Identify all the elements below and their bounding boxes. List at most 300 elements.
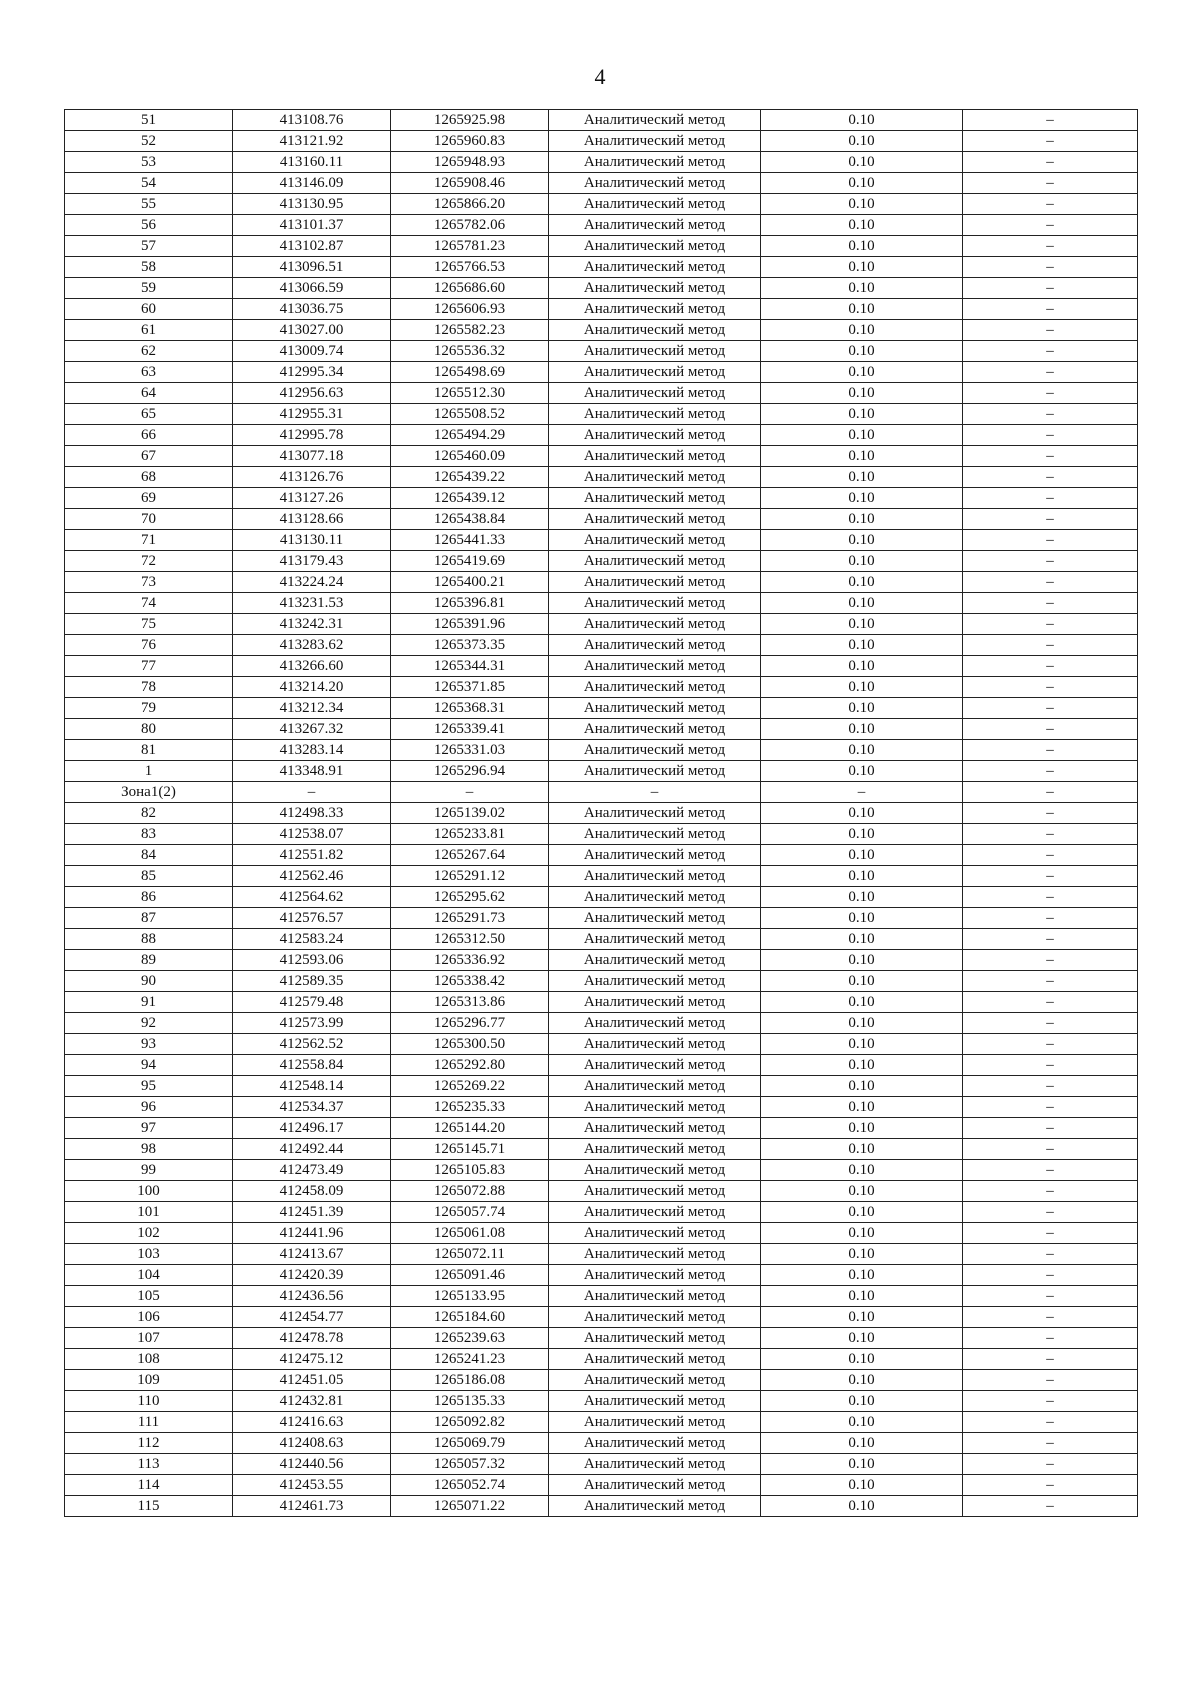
x-coordinate-cell: 413146.09 <box>233 173 391 194</box>
table-row <box>65 1265 1138 1286</box>
x-coordinate-cell: 413077.18 <box>233 446 391 467</box>
description-cell: – <box>963 677 1138 698</box>
accuracy-cell: 0.10 <box>761 131 963 152</box>
accuracy-cell: 0.10 <box>761 572 963 593</box>
description-cell: – <box>963 1454 1138 1475</box>
point-number-cell: 51 <box>65 110 233 131</box>
x-coordinate-cell: 413101.37 <box>233 215 391 236</box>
method-cell: Аналитический метод <box>549 1454 761 1475</box>
coordinates-table <box>64 109 1138 1517</box>
x-coordinate-cell: 412420.39 <box>233 1265 391 1286</box>
x-coordinate-cell: – <box>233 782 391 803</box>
table-row <box>65 1412 1138 1433</box>
description-cell: – <box>963 1013 1138 1034</box>
description-cell: – <box>963 572 1138 593</box>
y-coordinate-cell: 1265866.20 <box>391 194 549 215</box>
description-cell: – <box>963 887 1138 908</box>
x-coordinate-cell: 413036.75 <box>233 299 391 320</box>
method-cell: Аналитический метод <box>549 1391 761 1412</box>
point-number-cell: 110 <box>65 1391 233 1412</box>
method-cell: Аналитический метод <box>549 278 761 299</box>
accuracy-cell: 0.10 <box>761 1391 963 1412</box>
point-number-cell: 74 <box>65 593 233 614</box>
description-cell: – <box>963 446 1138 467</box>
method-cell: Аналитический метод <box>549 1013 761 1034</box>
y-coordinate-cell: 1265072.11 <box>391 1244 549 1265</box>
accuracy-cell: 0.10 <box>761 1307 963 1328</box>
description-cell: – <box>963 593 1138 614</box>
description-cell: – <box>963 614 1138 635</box>
y-coordinate-cell: 1265439.12 <box>391 488 549 509</box>
point-number-cell: 58 <box>65 257 233 278</box>
point-number-cell: 67 <box>65 446 233 467</box>
y-coordinate-cell: 1265092.82 <box>391 1412 549 1433</box>
y-coordinate-cell: 1265331.03 <box>391 740 549 761</box>
table-row <box>65 1307 1138 1328</box>
description-cell: – <box>963 1370 1138 1391</box>
method-cell: Аналитический метод <box>549 1076 761 1097</box>
description-cell: – <box>963 1307 1138 1328</box>
x-coordinate-cell: 412475.12 <box>233 1349 391 1370</box>
table-row <box>65 383 1138 404</box>
x-coordinate-cell: 413179.43 <box>233 551 391 572</box>
accuracy-cell: 0.10 <box>761 740 963 761</box>
point-number-cell: 70 <box>65 509 233 530</box>
description-cell: – <box>963 320 1138 341</box>
point-number-cell: 105 <box>65 1286 233 1307</box>
x-coordinate-cell: 413126.76 <box>233 467 391 488</box>
description-cell: – <box>963 1076 1138 1097</box>
y-coordinate-cell: 1265300.50 <box>391 1034 549 1055</box>
x-coordinate-cell: 413348.91 <box>233 761 391 782</box>
table-row <box>65 320 1138 341</box>
method-cell: Аналитический метод <box>549 173 761 194</box>
y-coordinate-cell: 1265368.31 <box>391 698 549 719</box>
y-coordinate-cell: 1265133.95 <box>391 1286 549 1307</box>
y-coordinate-cell: 1265439.22 <box>391 467 549 488</box>
description-cell: – <box>963 1433 1138 1454</box>
x-coordinate-cell: 412478.78 <box>233 1328 391 1349</box>
point-number-cell: 55 <box>65 194 233 215</box>
x-coordinate-cell: 412458.09 <box>233 1181 391 1202</box>
method-cell: Аналитический метод <box>549 719 761 740</box>
point-number-cell: 93 <box>65 1034 233 1055</box>
description-cell: – <box>963 194 1138 215</box>
y-coordinate-cell: 1265296.77 <box>391 1013 549 1034</box>
y-coordinate-cell: 1265460.09 <box>391 446 549 467</box>
description-cell: – <box>963 761 1138 782</box>
y-coordinate-cell: 1265267.64 <box>391 845 549 866</box>
point-number-cell: 73 <box>65 572 233 593</box>
method-cell: Аналитический метод <box>549 1244 761 1265</box>
y-coordinate-cell: 1265960.83 <box>391 131 549 152</box>
point-number-cell: 90 <box>65 971 233 992</box>
point-number-cell: Зона1(2) <box>65 782 233 803</box>
y-coordinate-cell: 1265139.02 <box>391 803 549 824</box>
accuracy-cell: 0.10 <box>761 341 963 362</box>
accuracy-cell: 0.10 <box>761 824 963 845</box>
method-cell: Аналитический метод <box>549 1202 761 1223</box>
description-cell: – <box>963 803 1138 824</box>
point-number-cell: 62 <box>65 341 233 362</box>
y-coordinate-cell: 1265782.06 <box>391 215 549 236</box>
accuracy-cell: 0.10 <box>761 173 963 194</box>
point-number-cell: 99 <box>65 1160 233 1181</box>
point-number-cell: 53 <box>65 152 233 173</box>
y-coordinate-cell: 1265057.32 <box>391 1454 549 1475</box>
method-cell: Аналитический метод <box>549 467 761 488</box>
x-coordinate-cell: 413066.59 <box>233 278 391 299</box>
accuracy-cell: 0.10 <box>761 404 963 425</box>
accuracy-cell: 0.10 <box>761 614 963 635</box>
accuracy-cell: 0.10 <box>761 677 963 698</box>
accuracy-cell: 0.10 <box>761 635 963 656</box>
description-cell: – <box>963 488 1138 509</box>
y-coordinate-cell: 1265069.79 <box>391 1433 549 1454</box>
point-number-cell: 97 <box>65 1118 233 1139</box>
description-cell: – <box>963 908 1138 929</box>
description-cell: – <box>963 236 1138 257</box>
accuracy-cell: 0.10 <box>761 278 963 299</box>
method-cell: Аналитический метод <box>549 131 761 152</box>
table-row <box>65 950 1138 971</box>
description-cell: – <box>963 152 1138 173</box>
method-cell: Аналитический метод <box>549 635 761 656</box>
description-cell: – <box>963 278 1138 299</box>
method-cell: Аналитический метод <box>549 1412 761 1433</box>
method-cell: Аналитический метод <box>549 593 761 614</box>
y-coordinate-cell: 1265057.74 <box>391 1202 549 1223</box>
accuracy-cell: 0.10 <box>761 1034 963 1055</box>
accuracy-cell: 0.10 <box>761 761 963 782</box>
table-row <box>65 572 1138 593</box>
method-cell: Аналитический метод <box>549 404 761 425</box>
point-number-cell: 114 <box>65 1475 233 1496</box>
point-number-cell: 76 <box>65 635 233 656</box>
y-coordinate-cell: 1265373.35 <box>391 635 549 656</box>
table-row <box>65 110 1138 131</box>
table-row <box>65 446 1138 467</box>
y-coordinate-cell: 1265344.31 <box>391 656 549 677</box>
description-cell: – <box>963 1223 1138 1244</box>
y-coordinate-cell: 1265071.22 <box>391 1496 549 1517</box>
y-coordinate-cell: 1265925.98 <box>391 110 549 131</box>
description-cell: – <box>963 362 1138 383</box>
method-cell: Аналитический метод <box>549 761 761 782</box>
point-number-cell: 56 <box>65 215 233 236</box>
method-cell: Аналитический метод <box>549 551 761 572</box>
accuracy-cell: 0.10 <box>761 992 963 1013</box>
x-coordinate-cell: 412534.37 <box>233 1097 391 1118</box>
method-cell: Аналитический метод <box>549 887 761 908</box>
accuracy-cell: 0.10 <box>761 1433 963 1454</box>
description-cell: – <box>963 341 1138 362</box>
point-number-cell: 98 <box>65 1139 233 1160</box>
x-coordinate-cell: 413160.11 <box>233 152 391 173</box>
table-row <box>65 257 1138 278</box>
x-coordinate-cell: 413128.66 <box>233 509 391 530</box>
method-cell: Аналитический метод <box>549 383 761 404</box>
method-cell: Аналитический метод <box>549 1181 761 1202</box>
x-coordinate-cell: 412956.63 <box>233 383 391 404</box>
y-coordinate-cell: – <box>391 782 549 803</box>
table-row <box>65 614 1138 635</box>
table-row <box>65 1034 1138 1055</box>
y-coordinate-cell: 1265339.41 <box>391 719 549 740</box>
x-coordinate-cell: 413096.51 <box>233 257 391 278</box>
description-cell: – <box>963 131 1138 152</box>
accuracy-cell: 0.10 <box>761 1328 963 1349</box>
description-cell: – <box>963 698 1138 719</box>
table-row <box>65 992 1138 1013</box>
method-cell: Аналитический метод <box>549 1349 761 1370</box>
accuracy-cell: 0.10 <box>761 1244 963 1265</box>
point-number-cell: 92 <box>65 1013 233 1034</box>
description-cell: – <box>963 866 1138 887</box>
x-coordinate-cell: 413266.60 <box>233 656 391 677</box>
table-row <box>65 887 1138 908</box>
accuracy-cell: 0.10 <box>761 1055 963 1076</box>
table-row <box>65 173 1138 194</box>
point-number-cell: 96 <box>65 1097 233 1118</box>
accuracy-cell: 0.10 <box>761 1496 963 1517</box>
description-cell: – <box>963 257 1138 278</box>
description-cell: – <box>963 719 1138 740</box>
accuracy-cell: 0.10 <box>761 1265 963 1286</box>
x-coordinate-cell: 413283.14 <box>233 740 391 761</box>
method-cell: Аналитический метод <box>549 1370 761 1391</box>
accuracy-cell: 0.10 <box>761 866 963 887</box>
description-cell: – <box>963 1496 1138 1517</box>
accuracy-cell: 0.10 <box>761 593 963 614</box>
table-row <box>65 404 1138 425</box>
table-row <box>65 824 1138 845</box>
x-coordinate-cell: 412451.39 <box>233 1202 391 1223</box>
point-number-cell: 108 <box>65 1349 233 1370</box>
table-row <box>65 362 1138 383</box>
method-cell: Аналитический метод <box>549 110 761 131</box>
x-coordinate-cell: 412461.73 <box>233 1496 391 1517</box>
method-cell: Аналитический метод <box>549 1118 761 1139</box>
method-cell: Аналитический метод <box>549 362 761 383</box>
x-coordinate-cell: 412436.56 <box>233 1286 391 1307</box>
point-number-cell: 86 <box>65 887 233 908</box>
point-number-cell: 82 <box>65 803 233 824</box>
point-number-cell: 66 <box>65 425 233 446</box>
y-coordinate-cell: 1265371.85 <box>391 677 549 698</box>
x-coordinate-cell: 412538.07 <box>233 824 391 845</box>
point-number-cell: 104 <box>65 1265 233 1286</box>
accuracy-cell: 0.10 <box>761 425 963 446</box>
y-coordinate-cell: 1265419.69 <box>391 551 549 572</box>
table-row <box>65 1496 1138 1517</box>
accuracy-cell: 0.10 <box>761 1454 963 1475</box>
x-coordinate-cell: 412583.24 <box>233 929 391 950</box>
y-coordinate-cell: 1265105.83 <box>391 1160 549 1181</box>
table-row <box>65 1076 1138 1097</box>
description-cell: – <box>963 530 1138 551</box>
description-cell: – <box>963 425 1138 446</box>
accuracy-cell: 0.10 <box>761 656 963 677</box>
y-coordinate-cell: 1265438.84 <box>391 509 549 530</box>
y-coordinate-cell: 1265512.30 <box>391 383 549 404</box>
table-row <box>65 194 1138 215</box>
description-cell: – <box>963 509 1138 530</box>
point-number-cell: 115 <box>65 1496 233 1517</box>
accuracy-cell: 0.10 <box>761 215 963 236</box>
y-coordinate-cell: 1265233.81 <box>391 824 549 845</box>
method-cell: Аналитический метод <box>549 677 761 698</box>
accuracy-cell: 0.10 <box>761 320 963 341</box>
method-cell: Аналитический метод <box>549 1328 761 1349</box>
method-cell: Аналитический метод <box>549 425 761 446</box>
table-row <box>65 929 1138 950</box>
description-cell: – <box>963 1139 1138 1160</box>
x-coordinate-cell: 413283.62 <box>233 635 391 656</box>
accuracy-cell: 0.10 <box>761 1097 963 1118</box>
page-number: 4 <box>594 64 606 89</box>
point-number-cell: 101 <box>65 1202 233 1223</box>
accuracy-cell: 0.10 <box>761 1118 963 1139</box>
x-coordinate-cell: 412454.77 <box>233 1307 391 1328</box>
accuracy-cell: 0.10 <box>761 1139 963 1160</box>
accuracy-cell: 0.10 <box>761 152 963 173</box>
point-number-cell: 72 <box>65 551 233 572</box>
description-cell: – <box>963 1349 1138 1370</box>
y-coordinate-cell: 1265948.93 <box>391 152 549 173</box>
method-cell: Аналитический метод <box>549 320 761 341</box>
method-cell: Аналитический метод <box>549 908 761 929</box>
table-row <box>65 635 1138 656</box>
y-coordinate-cell: 1265582.23 <box>391 320 549 341</box>
x-coordinate-cell: 412558.84 <box>233 1055 391 1076</box>
accuracy-cell: 0.10 <box>761 719 963 740</box>
y-coordinate-cell: 1265052.74 <box>391 1475 549 1496</box>
table-row <box>65 719 1138 740</box>
accuracy-cell: – <box>761 782 963 803</box>
point-number-cell: 78 <box>65 677 233 698</box>
x-coordinate-cell: 413231.53 <box>233 593 391 614</box>
accuracy-cell: 0.10 <box>761 887 963 908</box>
table-row <box>65 425 1138 446</box>
description-cell: – <box>963 1475 1138 1496</box>
table-row <box>65 1244 1138 1265</box>
description-cell: – <box>963 1286 1138 1307</box>
y-coordinate-cell: 1265061.08 <box>391 1223 549 1244</box>
method-cell: Аналитический метод <box>549 509 761 530</box>
x-coordinate-cell: 413242.31 <box>233 614 391 635</box>
description-cell: – <box>963 1055 1138 1076</box>
point-number-cell: 60 <box>65 299 233 320</box>
table-row <box>65 236 1138 257</box>
accuracy-cell: 0.10 <box>761 971 963 992</box>
description-cell: – <box>963 1034 1138 1055</box>
x-coordinate-cell: 412589.35 <box>233 971 391 992</box>
description-cell: – <box>963 215 1138 236</box>
accuracy-cell: 0.10 <box>761 1223 963 1244</box>
accuracy-cell: 0.10 <box>761 929 963 950</box>
y-coordinate-cell: 1265235.33 <box>391 1097 549 1118</box>
accuracy-cell: 0.10 <box>761 1160 963 1181</box>
y-coordinate-cell: 1265498.69 <box>391 362 549 383</box>
description-cell: – <box>963 1244 1138 1265</box>
method-cell: Аналитический метод <box>549 299 761 320</box>
method-cell: Аналитический метод <box>549 1433 761 1454</box>
point-number-cell: 109 <box>65 1370 233 1391</box>
y-coordinate-cell: 1265396.81 <box>391 593 549 614</box>
description-cell: – <box>963 950 1138 971</box>
description-cell: – <box>963 845 1138 866</box>
x-coordinate-cell: 412440.56 <box>233 1454 391 1475</box>
table-row <box>65 593 1138 614</box>
table-row <box>65 740 1138 761</box>
accuracy-cell: 0.10 <box>761 698 963 719</box>
x-coordinate-cell: 413127.26 <box>233 488 391 509</box>
accuracy-cell: 0.10 <box>761 1412 963 1433</box>
point-number-cell: 1 <box>65 761 233 782</box>
accuracy-cell: 0.10 <box>761 299 963 320</box>
method-cell: Аналитический метод <box>549 1286 761 1307</box>
table-row <box>65 1475 1138 1496</box>
description-cell: – <box>963 824 1138 845</box>
point-number-cell: 103 <box>65 1244 233 1265</box>
table-row <box>65 1097 1138 1118</box>
y-coordinate-cell: 1265291.12 <box>391 866 549 887</box>
y-coordinate-cell: 1265291.73 <box>391 908 549 929</box>
accuracy-cell: 0.10 <box>761 1076 963 1097</box>
description-cell: – <box>963 992 1138 1013</box>
point-number-cell: 85 <box>65 866 233 887</box>
method-cell: Аналитический метод <box>549 446 761 467</box>
description-cell: – <box>963 551 1138 572</box>
x-coordinate-cell: 412496.17 <box>233 1118 391 1139</box>
table-row <box>65 1370 1138 1391</box>
table-row <box>65 278 1138 299</box>
y-coordinate-cell: 1265269.22 <box>391 1076 549 1097</box>
point-number-cell: 100 <box>65 1181 233 1202</box>
x-coordinate-cell: 413212.34 <box>233 698 391 719</box>
method-cell: Аналитический метод <box>549 1223 761 1244</box>
method-cell: Аналитический метод <box>549 992 761 1013</box>
table-row <box>65 908 1138 929</box>
x-coordinate-cell: 412564.62 <box>233 887 391 908</box>
description-cell: – <box>963 740 1138 761</box>
accuracy-cell: 0.10 <box>761 446 963 467</box>
x-coordinate-cell: 412579.48 <box>233 992 391 1013</box>
accuracy-cell: 0.10 <box>761 1475 963 1496</box>
table-row <box>65 866 1138 887</box>
x-coordinate-cell: 413130.11 <box>233 530 391 551</box>
point-number-cell: 65 <box>65 404 233 425</box>
method-cell: Аналитический метод <box>549 866 761 887</box>
point-number-cell: 111 <box>65 1412 233 1433</box>
table-row <box>65 299 1138 320</box>
point-number-cell: 107 <box>65 1328 233 1349</box>
method-cell: Аналитический метод <box>549 1496 761 1517</box>
y-coordinate-cell: 1265781.23 <box>391 236 549 257</box>
x-coordinate-cell: 412432.81 <box>233 1391 391 1412</box>
table-row <box>65 971 1138 992</box>
description-cell: – <box>963 1097 1138 1118</box>
table-row <box>65 467 1138 488</box>
accuracy-cell: 0.10 <box>761 1349 963 1370</box>
y-coordinate-cell: 1265135.33 <box>391 1391 549 1412</box>
y-coordinate-cell: 1265241.23 <box>391 1349 549 1370</box>
description-cell: – <box>963 110 1138 131</box>
y-coordinate-cell: 1265686.60 <box>391 278 549 299</box>
table-row <box>65 1181 1138 1202</box>
x-coordinate-cell: 413214.20 <box>233 677 391 698</box>
